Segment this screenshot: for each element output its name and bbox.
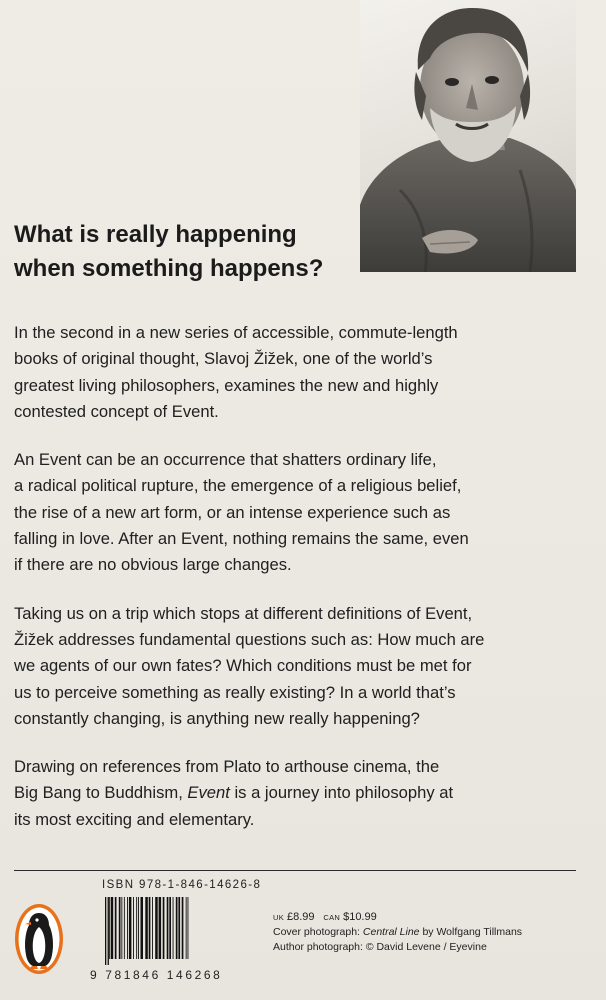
barcode-bar — [127, 897, 128, 959]
blurb-line: us to perceive something as really existing? In a world that’s — [14, 682, 456, 702]
blurb-line: if there are no obvious large changes. — [14, 555, 292, 575]
blurb-line: Žižek addresses fundamental questions such as: How much are — [14, 629, 485, 649]
blurb-line: a radical political rupture, the emergence of a religious belief, — [14, 476, 462, 496]
isbn-text: ISBN 978-1-846-14626-8 — [102, 879, 262, 891]
price-and-credits — [273, 910, 522, 955]
book-title-italic: Event — [187, 783, 230, 803]
blurb-text: Big Bang to Buddhism, — [14, 783, 188, 803]
price-can-label: CAN — [323, 913, 341, 922]
barcode-bar — [167, 897, 169, 959]
barcode-bar — [173, 897, 174, 959]
price-uk: £8.99 — [286, 911, 315, 923]
barcode-bar — [188, 897, 189, 959]
blurb-line: Taking us on a trip which stops at different definitions of Event, — [14, 603, 473, 623]
author-photo-credit: Author photograph: © David Levene / Eyevine — [273, 941, 487, 953]
barcode-image — [102, 897, 248, 965]
barcode-bar — [129, 897, 132, 959]
blurb-paragraph-2 — [14, 447, 594, 578]
headline-line-1: What is really happening — [14, 221, 297, 248]
footer-divider — [14, 870, 576, 871]
blurb-line: contested concept of Event. — [14, 401, 219, 421]
barcode-bar — [121, 897, 122, 959]
barcode-bar — [155, 897, 158, 959]
barcode-bar — [159, 897, 162, 959]
blurb-line: greatest living philosophers, examines the new and highly — [14, 375, 439, 395]
blurb-line: its most exciting and elementary. — [14, 809, 255, 829]
blurb-line: falling in love. After an Event, nothing remains the same, even — [14, 529, 469, 549]
penguin-logo-icon — [14, 903, 64, 975]
barcode-bar — [111, 897, 114, 959]
blurb-text: is a journey into philosophy at — [229, 783, 454, 803]
credit-text: by Wolfgang Tillmans — [419, 926, 523, 938]
barcode-digits: 9 781846 146268 — [90, 968, 223, 982]
credit-title: Central Line — [362, 926, 420, 938]
barcode-bar — [119, 897, 121, 959]
barcode-bar — [115, 897, 117, 959]
blurb-paragraph-3 — [14, 601, 594, 732]
blurb-line: books of original thought, Slavoj Žižek, one of the world’s — [14, 349, 433, 369]
barcode-bar — [182, 897, 184, 959]
barcode-bar — [186, 897, 187, 959]
barcode-bar — [145, 897, 148, 959]
barcode-bar — [178, 897, 180, 959]
blurb-line — [14, 780, 594, 806]
barcode-bar — [138, 897, 139, 959]
blurb-line: we agents of our own fates? Which conditions must be met for — [14, 656, 472, 676]
price-line — [273, 910, 522, 925]
author-photo — [360, 0, 576, 272]
barcode-bar — [105, 897, 106, 965]
barcode-bar — [133, 897, 134, 959]
barcode-bar — [136, 897, 137, 959]
blurb-paragraph-1 — [14, 320, 594, 425]
barcode-bar — [152, 897, 153, 959]
blurb-line: the rise of a new art form, or an intense experience such as — [14, 502, 451, 522]
barcode-bar — [163, 897, 165, 959]
price-can: $10.99 — [343, 911, 377, 923]
barcode-bar — [109, 897, 110, 959]
barcode-bar — [108, 897, 109, 965]
barcode-bar — [141, 897, 144, 959]
barcode-bar — [176, 897, 178, 959]
blurb — [14, 320, 594, 855]
price-uk-label: UK — [273, 913, 285, 922]
cover-photo-credit — [273, 925, 522, 940]
credit-text: Cover photograph: — [273, 926, 363, 938]
blurb-line: constantly changing, is anything new really happening? — [14, 708, 420, 728]
headline-line-2: when something happens? — [14, 255, 324, 282]
barcode-bar — [169, 897, 171, 959]
author-portrait-photo — [360, 0, 576, 272]
blurb-paragraph-4 — [14, 754, 594, 833]
headline — [14, 218, 344, 286]
barcode-bar — [124, 897, 125, 959]
barcode-bar — [149, 897, 151, 959]
blurb-line: Drawing on references from Plato to arthouse cinema, the — [14, 757, 440, 777]
blurb-line: In the second in a new series of accessible, commute-length — [14, 323, 458, 342]
blurb-line: An Event can be an occurrence that shatters ordinary life, — [14, 450, 437, 470]
